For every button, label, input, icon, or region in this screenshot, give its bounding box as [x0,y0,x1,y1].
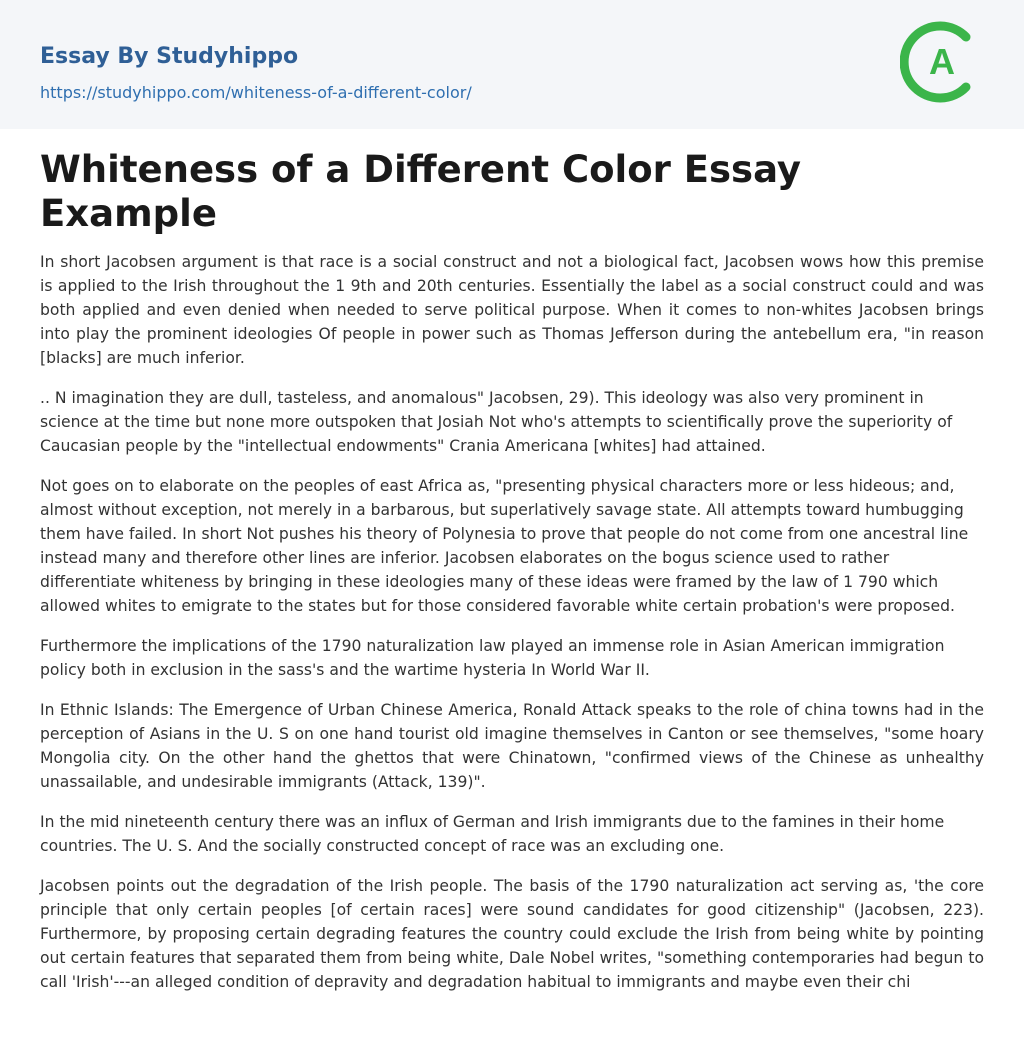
studyhippo-logo-icon[interactable] [900,20,984,104]
paragraph-2: .. N imagination they are dull, tasteless, and anomalous" Jacobsen, 29). This ideology was also very prominent in science at the time but none more outspoken that Josiah Not who's attempts to scientifically prove the superiority of Caucasian people by the "intellectual endowments" Crania Americana [whites] had attained. [40,389,953,455]
logo-letter: A [929,41,955,82]
page-title: Whiteness of a Different Color Essay Example [40,148,802,235]
site-header [0,0,1024,129]
site-brand[interactable]: Essay By Studyhippo [40,44,299,69]
paragraph-7: Jacobsen points out the degradation of the Irish people. The basis of the 1790 naturalization act serving as, 'the core principle that only certain peoples [of certain races] were sound candidates for good citizenship" (Jacobsen, 223). Furthermore, by proposing certain degrading features the country could exclude the Irish from being white by pointing out certain features that separated them from being white, Dale Nobel writes, "something contemporaries had begun to call 'Irish'---an alleged condition of depravity and degradation habitual to immigrants and maybe even their chi [40,877,984,991]
paragraph-5: In Ethnic Islands: The Emergence of Urban Chinese America, Ronald Attack speaks to the role of china towns had in the perception of Asians in the U. S on one hand tourist old imagine themselves in Canton or see themselves, "some hoary Mongolia city. On the other hand the ghettos that were Chinatown, "confirmed views of the Chinese as unhealthy unassailable, and undesirable immigrants (Attack, 139)". [40,701,984,791]
source-url-link[interactable]: https://studyhippo.com/whiteness-of-a-different-color/ [40,83,472,102]
paragraph-4: Furthermore the implications of the 1790 naturalization law played an immense role in Asian American immigration policy both in exclusion in the sass's and the wartime hysteria In World War II. [40,637,945,679]
article [0,148,1024,994]
paragraph-1: In short Jacobsen argument is that race is a social construct and not a biological fact, Jacobsen wows how this premise is applied to the Irish throughout the 1 9th and 20th centuries. Essentially the label as a social construct could and was both applied and even denied when needed to serve political purpose. When it comes to non-whites Jacobsen brings into play the prominent ideologies Of people in power such as Thomas Jefferson during the antebellum era, "in reason [blacks] are much inferior. [40,253,984,367]
paragraph-3: Not goes on to elaborate on the peoples of east Africa as, "presenting physical characters more or less hideous; and, almost without exception, not merely in a barbarous, but superlatively savage state. All attempts toward humbugging them have failed. In short Not pushes his theory of Polynesia to prove that people do not come from one ancestral line instead many and therefore other lines are inferior. Jacobsen elaborates on the bogus science used to rather differentiate whiteness by bringing in these ideologies many of these ideas were framed by the law of 1 790 which allowed whites to emigrate to the states but for those considered favorable white certain probation's were proposed. [40,477,969,615]
paragraph-6: In the mid nineteenth century there was an influx of German and Irish immigrants due to the famines in their home countries. The U. S. And the socially constructed concept of race was an excluding one. [40,813,945,855]
